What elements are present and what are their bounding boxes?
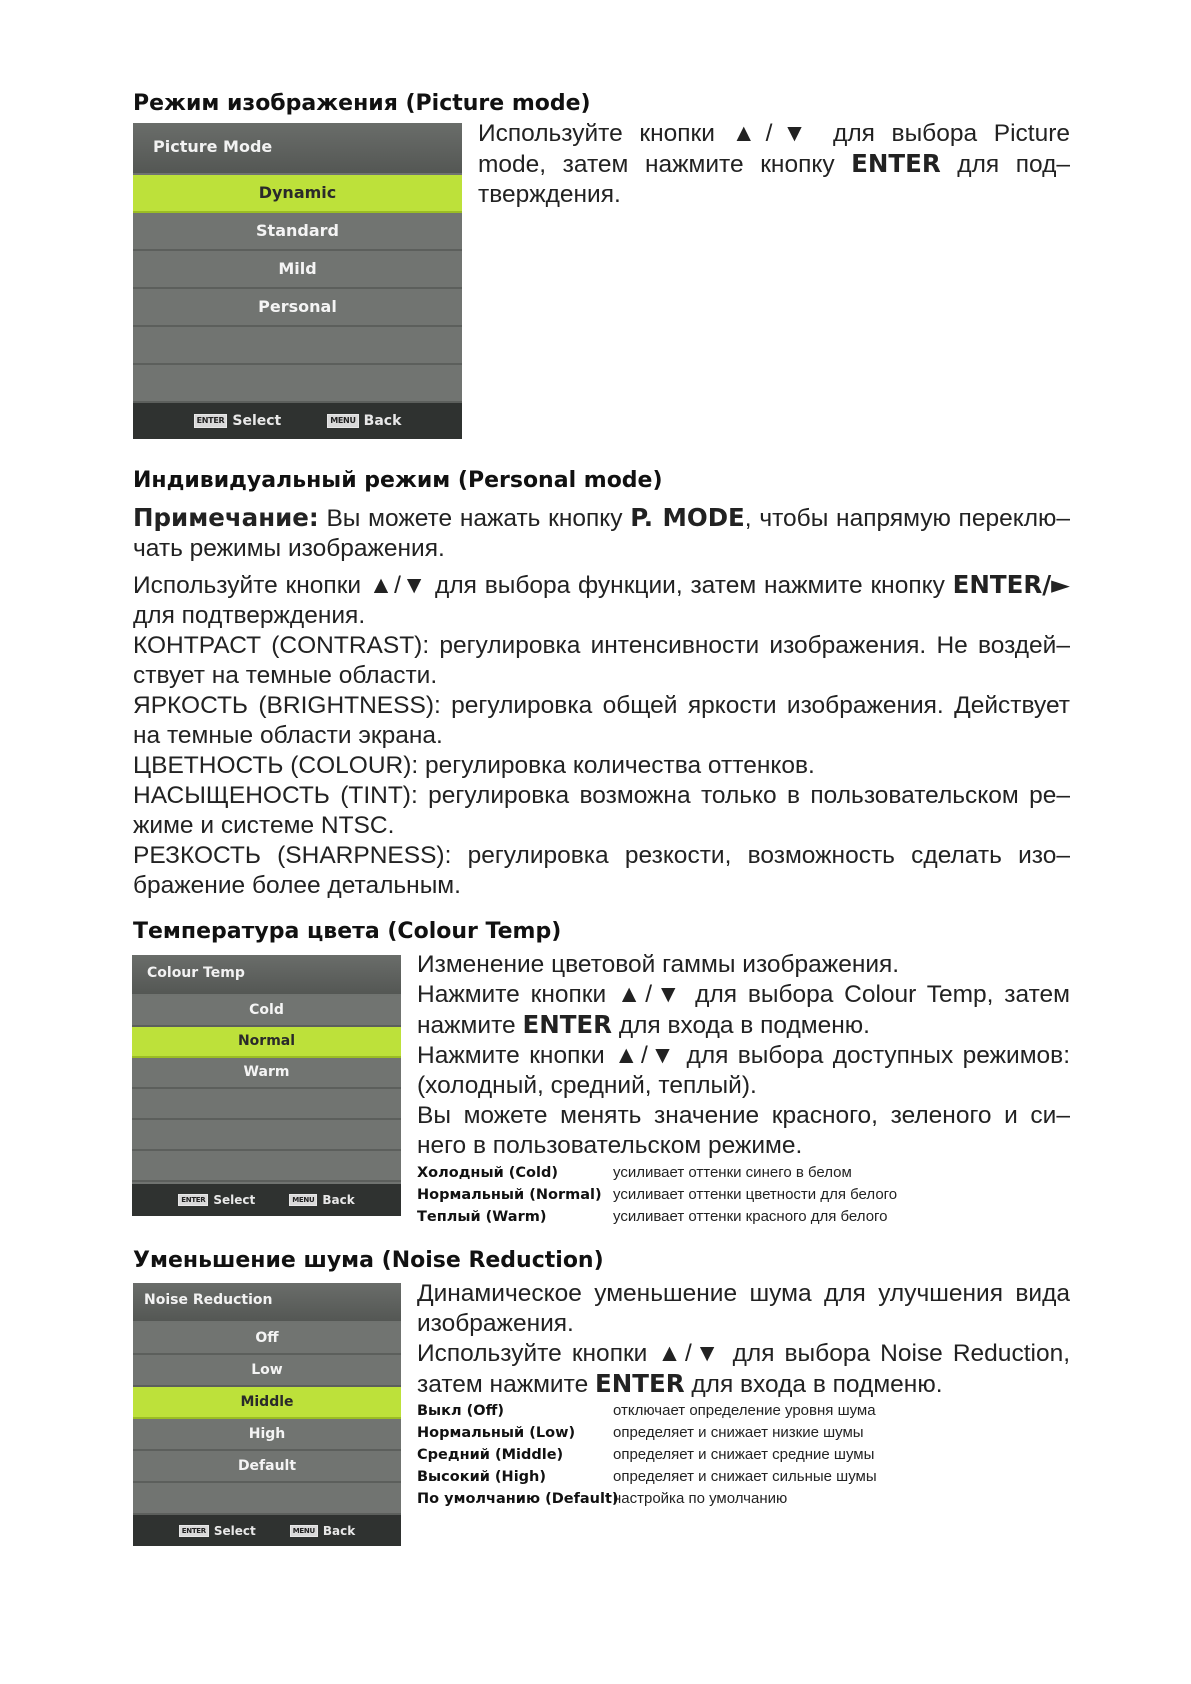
- definition-desc: отключает определение уровня шума: [613, 1402, 876, 1419]
- body-line: Используйте кнопки ▲/▼ для выбора функции, затем нажмите кнопку ENTER/►: [133, 570, 1070, 599]
- back-hint: [290, 1524, 355, 1538]
- colour-temp-text: [417, 950, 1070, 1161]
- text-line: Используйте кнопки ▲/▼ для выбора Picture: [478, 120, 1070, 147]
- noise-reduction-menu: [133, 1283, 401, 1546]
- menu-item-middle[interactable]: Middle: [133, 1387, 401, 1419]
- definition-term: Средний (Middle): [417, 1447, 564, 1463]
- menu-item-empty: [132, 1151, 401, 1182]
- menu-title: Picture Mode: [133, 123, 462, 173]
- definition-row: [417, 1162, 897, 1184]
- menu-item-cold[interactable]: Cold: [132, 996, 401, 1027]
- definition-desc: настройка по умолчанию: [613, 1490, 788, 1507]
- colour-temp-definitions: [417, 1162, 897, 1228]
- back-label: Back: [322, 1193, 355, 1207]
- body-line: бражение более детальным.: [133, 872, 461, 899]
- menu-item-empty: [132, 1089, 401, 1120]
- definition-desc: определяет и снижает низкие шумы: [613, 1424, 864, 1441]
- select-label: Select: [213, 1193, 256, 1207]
- definition-desc: определяет и снижает средние шумы: [613, 1446, 875, 1463]
- definition-term: Нормальный (Normal): [417, 1187, 602, 1203]
- definition-row: [417, 1488, 877, 1510]
- body-line: для подтверждения.: [133, 602, 366, 629]
- text-line: него в пользовательском режиме.: [417, 1132, 803, 1159]
- menu-item-off[interactable]: Off: [133, 1323, 401, 1355]
- personal-mode-body: [133, 570, 1070, 901]
- menu-item-normal[interactable]: Normal: [132, 1027, 401, 1058]
- menu-item-standard[interactable]: Standard: [133, 213, 462, 251]
- back-label: Back: [363, 413, 402, 429]
- definition-desc: усиливает оттенки цветности для белого: [613, 1186, 898, 1203]
- menu-key-icon: MENU: [289, 1194, 317, 1206]
- colour-temp-menu: [132, 955, 401, 1216]
- menu-key-icon: MENU: [290, 1525, 318, 1537]
- definition-desc: определяет и снижает сильные шумы: [613, 1468, 877, 1485]
- menu-item-low[interactable]: Low: [133, 1355, 401, 1387]
- text-line: Динамическое уменьшение шума для улучшения вида: [417, 1280, 1070, 1307]
- picture-mode-text: [478, 119, 1070, 210]
- text-line: mode, затем нажмите кнопку ENTER для под–: [478, 149, 1070, 178]
- body-line: ствует на темные области.: [133, 662, 438, 689]
- noise-reduction-definitions: [417, 1400, 877, 1510]
- note-label: Примечание:: [133, 503, 319, 532]
- personal-mode-heading: Индивидуальный режим (Personal mode): [133, 468, 663, 493]
- menu-title: Noise Reduction: [133, 1283, 401, 1321]
- definition-row: [417, 1400, 877, 1422]
- definition-desc: усиливает оттенки синего в белом: [613, 1164, 852, 1181]
- select-hint: [179, 1524, 256, 1538]
- picture-mode-heading: Режим изображения (Picture mode): [133, 91, 591, 116]
- back-hint: [289, 1193, 354, 1207]
- definition-row: [417, 1206, 897, 1228]
- definition-row: [417, 1466, 877, 1488]
- menu-item-mild[interactable]: Mild: [133, 251, 462, 289]
- text-line: Нажмите кнопки ▲/▼ для выбора Colour Temp, затем: [417, 981, 1070, 1008]
- text-line: изображения.: [417, 1310, 574, 1337]
- note-line: чать режимы изображения.: [133, 535, 445, 562]
- body-line: РЕЗКОСТЬ (SHARPNESS): регулировка резкости, возможность сделать изо–: [133, 842, 1070, 869]
- body-line: ЦВЕТНОСТЬ (COLOUR): регулировка количества оттенков.: [133, 752, 815, 779]
- menu-item-empty: [133, 365, 462, 403]
- definition-term: Нормальный (Low): [417, 1425, 576, 1441]
- personal-mode-note: [133, 503, 1070, 564]
- body-line: жиме и системе NTSC.: [133, 812, 395, 839]
- menu-footer: [133, 403, 462, 439]
- definition-row: [417, 1184, 897, 1206]
- text-line: тверждения.: [478, 181, 621, 208]
- definition-term: Теплый (Warm): [417, 1209, 547, 1225]
- text-line: затем нажмите ENTER для входа в подменю.: [417, 1369, 943, 1398]
- picture-mode-menu: [133, 123, 462, 439]
- body-line: на темные области экрана.: [133, 722, 443, 749]
- enter-key-icon: ENTER: [194, 414, 228, 428]
- menu-footer: [132, 1184, 401, 1216]
- menu-item-empty: [133, 327, 462, 365]
- select-label: Select: [213, 1523, 256, 1538]
- menu-item-empty: [132, 1120, 401, 1151]
- menu-item-empty: [133, 1483, 401, 1515]
- definition-row: [417, 1422, 877, 1444]
- menu-item-dynamic[interactable]: Dynamic: [133, 175, 462, 213]
- definition-term: Выкл (Off): [417, 1403, 504, 1419]
- body-line: ЯРКОСТЬ (BRIGHTNESS): регулировка общей яркости изображения. Действует: [133, 692, 1070, 719]
- select-hint: [194, 413, 282, 429]
- menu-title: Colour Temp: [132, 955, 401, 994]
- noise-reduction-text: [417, 1279, 1070, 1400]
- definition-term: Высокий (High): [417, 1469, 546, 1485]
- select-hint: [178, 1193, 255, 1207]
- definition-desc: усиливает оттенки красного для белого: [613, 1208, 888, 1225]
- text-line: Нажмите кнопки ▲/▼ для выбора доступных режимов:: [417, 1042, 1070, 1069]
- definition-row: [417, 1444, 877, 1466]
- text-line: нажмите ENTER для входа в подменю.: [417, 1010, 870, 1039]
- menu-item-high[interactable]: High: [133, 1419, 401, 1451]
- enter-key-icon: ENTER: [179, 1525, 209, 1537]
- colour-temp-heading: Температура цвета (Colour Temp): [133, 919, 562, 944]
- text-line: Используйте кнопки ▲/▼ для выбора Noise Reduction,: [417, 1340, 1070, 1367]
- back-label: Back: [322, 1523, 356, 1538]
- body-line: НАСЫЩЕНОСТЬ (TINT): регулировка возможна только в пользовательском ре–: [133, 782, 1070, 809]
- menu-item-warm[interactable]: Warm: [132, 1058, 401, 1089]
- select-label: Select: [232, 413, 282, 429]
- text-line: (холодный, средний, теплый).: [417, 1072, 757, 1099]
- text-line: Изменение цветовой гаммы изображения.: [417, 951, 900, 978]
- noise-reduction-heading: Уменьшение шума (Noise Reduction): [133, 1248, 604, 1273]
- text-line: Вы можете менять значение красного, зеленого и си–: [417, 1102, 1070, 1129]
- definition-term: По умолчанию (Default): [417, 1491, 619, 1507]
- menu-item-default[interactable]: Default: [133, 1451, 401, 1483]
- body-line: КОНТРАСТ (CONTRAST): регулировка интенсивности изображения. Не воздей–: [133, 632, 1070, 659]
- definition-term: Холодный (Cold): [417, 1165, 558, 1181]
- menu-key-icon: MENU: [327, 414, 358, 428]
- enter-key-icon: ENTER: [178, 1194, 208, 1206]
- note-line: Примечание: Вы можете нажать кнопку P. MODE, чтобы напрямую переклю–: [133, 503, 1070, 532]
- menu-footer: [133, 1515, 401, 1546]
- menu-item-personal[interactable]: Personal: [133, 289, 462, 327]
- back-hint: [327, 413, 401, 429]
